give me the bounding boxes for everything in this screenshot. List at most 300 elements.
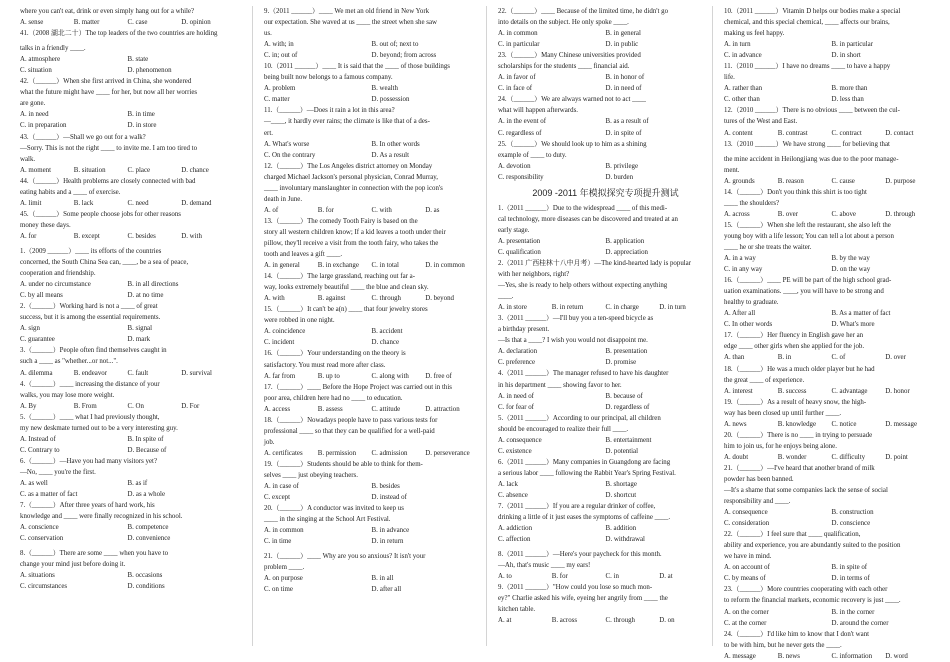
text-line: edge ____ other girls when she applied for the job. — [724, 343, 865, 351]
answer-options — [724, 352, 939, 363]
answer-option: A. with; in — [264, 41, 294, 49]
text-line: a birthday present. — [498, 326, 550, 334]
answer-option: C. in particular — [498, 41, 540, 49]
answer-option: B. presentation — [605, 348, 648, 356]
question-stem: 1.（2009 ______）____ its efforts of the countries — [20, 247, 162, 255]
answer-option: D. through — [885, 210, 916, 218]
question-stem: 4.（2011 ______）The manager refused to have his daughter — [498, 370, 669, 378]
answer-options — [264, 139, 479, 150]
answer-option: A. moment — [20, 166, 52, 174]
answer-option: D. What's more — [831, 321, 875, 329]
answer-option: B. addition — [605, 525, 637, 533]
answer-options — [264, 573, 479, 584]
answer-options — [724, 83, 939, 94]
text-line: chemical, and this special chemical, ____ affects our brains, — [724, 19, 890, 27]
answer-option: B. occasions — [127, 572, 163, 580]
answer-option: D. on — [659, 617, 675, 625]
question-stem: 10.（2011 ______）____ It is said that the ____ of those buildings — [264, 63, 450, 71]
answer-option: A. in turn — [724, 41, 751, 49]
text-line: walks, you may lose more weight. — [20, 391, 115, 399]
answer-option: C. Contrary to — [20, 446, 60, 454]
answer-option: C. information — [831, 652, 873, 660]
answer-option: C. by means of — [724, 575, 766, 583]
text-line: success, but it is among the essential requirements. — [20, 314, 161, 322]
text-line: satisfactory. You must read more after class. — [264, 361, 386, 369]
answer-option: B. in honor of — [605, 74, 645, 82]
answer-option: A. in common — [264, 527, 304, 535]
text-line: money these days. — [20, 221, 71, 229]
answer-options — [264, 371, 479, 382]
answer-option: C. preference — [498, 359, 536, 367]
question-stem: 18.（______）Nowadays people have to pass various tests for — [264, 416, 438, 424]
answer-option: A. in case of — [264, 483, 299, 491]
answer-option: D. at no time — [127, 292, 164, 300]
answer-options — [498, 236, 713, 247]
answer-option: B. accident — [371, 328, 403, 336]
answer-option: B. situation — [73, 166, 106, 174]
answer-option: B. permission — [317, 449, 357, 457]
question-stem: 22.（______）____ Because of the limited time, he didn't go — [498, 8, 669, 15]
answer-option: C. regardless of — [498, 129, 542, 137]
answer-option: C. affection — [498, 536, 531, 544]
answer-option: C. In other words — [724, 321, 773, 329]
answer-option: D. shortcut — [605, 491, 637, 499]
text-line: uation examinations. ____, you will have to be strong and — [724, 288, 884, 296]
answer-option: C. On — [127, 402, 144, 410]
answer-option: B. From — [73, 402, 97, 410]
text-line: ____ in the singing at the School Art Festival. — [264, 516, 391, 524]
question-stem: 6.（______）—Have you had many visitors yet? — [20, 457, 158, 465]
answer-options — [724, 308, 939, 319]
question-stem: 14.（______）Don't you think this shirt is too tight — [724, 188, 867, 196]
answer-option: D. honor — [885, 387, 910, 395]
answer-option: B. besides — [371, 483, 400, 491]
answer-option: D. opinion — [181, 19, 211, 27]
answer-option: B. in advance — [371, 527, 410, 535]
text-line: young boy with a life lesson; You can tell a lot about a person — [724, 232, 894, 240]
answer-option: D. in common — [425, 262, 465, 270]
text-line: ert. — [264, 129, 273, 137]
answer-option: D. burden — [605, 173, 634, 181]
answer-option: B. in all directions — [127, 281, 179, 289]
text-line: with her neighbors, right? — [498, 271, 570, 279]
answer-option: A. across — [724, 210, 750, 218]
answer-options — [724, 452, 939, 463]
answer-option: B. in exchange — [317, 262, 359, 270]
answer-options — [498, 402, 713, 413]
answer-option: D. appreciation — [605, 248, 648, 256]
answer-options — [498, 172, 713, 183]
answer-options — [264, 39, 479, 50]
answer-option: B. in particular — [831, 41, 874, 49]
question-stem: 19.（______）Students should be able to think for them- — [264, 460, 423, 468]
answer-options — [498, 534, 713, 545]
answer-options — [20, 570, 235, 581]
answer-option: D. free of — [425, 372, 452, 380]
text-line: ey?" Charlie asked his wife, eyeing her angrily from ____ the — [498, 595, 668, 603]
answer-options — [724, 386, 939, 397]
text-column-3 — [498, 6, 713, 652]
answer-option: D. chance — [371, 339, 400, 347]
answer-options — [724, 209, 939, 220]
text-column-1 — [20, 6, 235, 652]
answer-option: D. in turn — [659, 304, 686, 312]
answer-option: C. conservation — [20, 535, 64, 543]
answer-option: D. message — [885, 420, 918, 428]
answer-option: C. in; out of — [264, 52, 298, 60]
text-line: we have in mind. — [724, 553, 772, 561]
question-stem: 22.（______）I feel sure that ____ qualification, — [724, 531, 861, 539]
answer-option: C. cause — [831, 177, 855, 185]
answer-option: D. Because of — [127, 446, 167, 454]
answer-option: B. across — [551, 617, 578, 625]
question-stem: 44.（______）Health problems are closely connected with bad — [20, 177, 196, 185]
answer-option: D. contact — [885, 129, 914, 137]
answer-option: B. reason — [777, 177, 804, 185]
question-stem: 8.（2011 ______）—Here's your paycheck for this month. — [498, 551, 662, 559]
text-line: death in June. — [264, 195, 303, 203]
text-line: my new deskmate turned out to be a very interesting guy. — [20, 424, 178, 432]
answer-option: D. possession — [371, 96, 410, 104]
question-stem: 43.（______）—Shall we go out for a walk? — [20, 133, 146, 141]
answer-options — [264, 525, 479, 536]
answer-option: D. less than — [831, 96, 864, 104]
question-stem: 41.（2008 湖北二十）The top leaders of the two countries are holding — [20, 30, 218, 38]
answer-option: B. success — [777, 387, 807, 395]
answer-options — [20, 323, 235, 334]
answer-options — [498, 247, 713, 258]
answer-option: A. coincidence — [264, 328, 306, 336]
answer-option: B. except — [73, 232, 100, 240]
answer-option: B. in spite of — [831, 564, 868, 572]
answer-option: D. beyond — [425, 295, 454, 303]
answer-option: D. in spite of — [605, 129, 642, 137]
question-stem: 16.（______）Your understanding on the theory is — [264, 350, 406, 358]
answer-options — [724, 50, 939, 61]
text-line: knowledge and ____ were finally recognized in his school. — [20, 513, 183, 521]
question-stem: 42.（______）When she first arrived in China, she wondered — [20, 78, 192, 86]
answer-option: A. presentation — [498, 237, 541, 245]
text-line: —No, ____ you're the first. — [20, 468, 96, 476]
answer-option: B. for — [317, 206, 334, 214]
answer-option: D. after all — [371, 586, 402, 594]
text-line: scholarships for the students ____ financial aid. — [498, 63, 630, 71]
answer-option: C. in time — [264, 538, 292, 546]
question-stem: 16.（______）____ PE will be part of the high school grad- — [724, 277, 892, 285]
question-stem: 3.（2011 ______）—I'll buy you a ten-speed bicycle as — [498, 315, 654, 323]
answer-option: D. on the way — [831, 266, 871, 274]
answer-options — [498, 571, 713, 582]
text-line: professional ____ so that they can be qualified for a well-paid — [264, 427, 435, 435]
answer-option: D. in need of — [605, 85, 642, 93]
answer-option: C. attitude — [371, 405, 401, 413]
question-stem: 6.（2011 ______）Many companies in Guangdong are facing — [498, 458, 671, 466]
answer-option: C. circumstances — [20, 583, 68, 591]
question-stem: 21.（______）—I've heard that another brand of milk — [724, 464, 875, 472]
text-line: in his department ____ showing favor to her. — [498, 381, 622, 389]
answer-options — [498, 346, 713, 357]
answer-option: B. matter — [73, 19, 100, 27]
answer-options — [20, 54, 235, 65]
answer-option: A. rather than — [724, 85, 763, 93]
answer-options — [498, 128, 713, 139]
answer-options — [264, 83, 479, 94]
answer-option: C. notice — [831, 420, 857, 428]
answer-options — [20, 290, 235, 301]
answer-option: A. After all — [724, 310, 756, 318]
text-line: early stage. — [498, 226, 530, 234]
answer-option: D. in store — [127, 122, 157, 130]
answer-options — [264, 404, 479, 415]
answer-options — [264, 326, 479, 337]
answer-option: B. because of — [605, 392, 643, 400]
text-line: what the future might have ____ for her, but now all her worries — [20, 89, 198, 97]
question-stem: 15.（______）It can't be a(n) ____ that four jewelry stores — [264, 306, 428, 314]
question-stem: 20.（______）There is no ____ in trying to persuade — [724, 431, 873, 439]
answer-option: A. for — [20, 232, 37, 240]
answer-option: C. as a matter of fact — [20, 491, 78, 499]
answer-options — [724, 562, 939, 573]
answer-option: B. knowledge — [777, 420, 817, 428]
answer-option: D. potential — [605, 447, 639, 455]
answer-options — [20, 65, 235, 76]
answer-option: B. competence — [127, 524, 169, 532]
text-line: powder has been banned. — [724, 475, 794, 483]
question-stem: 11.（2010 ______）I have no dreams ____ to have a happy — [724, 63, 891, 71]
question-stem: 19.（______）As a result of heavy snow, the high- — [724, 398, 867, 406]
question-stem: 5.（2011 ______）According to our principal, all children — [498, 414, 661, 422]
answer-option: B. in all — [371, 575, 394, 583]
answer-option: A. content — [724, 129, 753, 137]
text-line: kitchen table. — [498, 606, 536, 614]
question-stem: 4.（______）____ increasing the distance of your — [20, 380, 160, 388]
text-line: making us feel happy. — [724, 30, 785, 38]
answer-options — [264, 205, 479, 216]
question-stem: 18.（______）He was a much older player but he had — [724, 365, 875, 373]
answer-option: B. privilege — [605, 162, 639, 170]
answer-option: D. chance — [181, 166, 209, 174]
answer-option: B. wonder — [777, 453, 807, 461]
answer-option: A. By — [20, 402, 37, 410]
question-stem: 24.（______）We are always warned not to act ____ — [498, 96, 646, 104]
answer-option: C. for fear of — [498, 403, 534, 411]
answer-option: C. other than — [724, 96, 760, 104]
answer-option: C. through — [371, 295, 401, 303]
answer-option: A. in general — [264, 262, 300, 270]
answer-options — [264, 337, 479, 348]
answer-options — [498, 83, 713, 94]
answer-option: A. in favor of — [498, 74, 536, 82]
answer-option: A. grounds — [724, 177, 755, 185]
answer-options — [20, 581, 235, 592]
answer-option: C. above — [831, 210, 856, 218]
answer-option: D. at — [659, 573, 673, 581]
answer-option: B. as if — [127, 479, 148, 487]
answer-option: C. case — [127, 19, 148, 27]
answer-option: C. On the contrary — [264, 151, 316, 159]
text-line: ment. — [724, 166, 740, 174]
question-stem: 15.（______）When she left the restaurant, she also left the — [724, 221, 891, 229]
answer-option: B. construction — [831, 509, 874, 517]
answer-option: A. in need of — [498, 392, 534, 400]
answer-option: D. beyond; from across — [371, 52, 437, 60]
answer-option: A. access — [264, 405, 291, 413]
answer-option: C. existence — [498, 447, 532, 455]
question-stem: 14.（______）The large grassland, reaching out far a- — [264, 273, 416, 281]
answer-options — [498, 490, 713, 501]
answer-option: A. with — [264, 295, 285, 303]
answer-option: C. place — [127, 166, 151, 174]
answer-option: A. addiction — [498, 525, 533, 533]
answer-option: A. Instead of — [20, 435, 56, 443]
answer-options — [498, 435, 713, 446]
question-stem: 10.（2011 ______）Vitamin D helps our bodies make a special — [724, 8, 901, 15]
question-stem: 7.（2011 ______）If you are a regular drinker of coffee, — [498, 503, 656, 511]
answer-option: C. with — [371, 206, 392, 214]
text-line: the mine accident in Heilongjiang was due to the poor manage- — [724, 155, 899, 163]
answer-option: C. matter — [264, 96, 290, 104]
answer-options — [264, 536, 479, 547]
answer-option: A. in the event of — [498, 118, 547, 126]
answer-option: C. besides — [127, 232, 156, 240]
answer-option: D. over — [885, 354, 906, 362]
question-stem: 12.（2010 ______）There is no obvious ____ between the cul- — [724, 107, 900, 115]
answer-option: D. attraction — [425, 405, 460, 413]
answer-option: A. dilemma — [20, 369, 53, 377]
answer-option: B. by the way — [831, 255, 870, 263]
question-stem: 24.（______）I'd like him to know that I don't want — [724, 630, 870, 638]
text-line: cooperation and friendship. — [20, 270, 96, 278]
text-line: eating habits and a ____ of exercise. — [20, 188, 121, 196]
answer-option: A. in a way — [724, 255, 756, 263]
answer-option: B. over — [777, 210, 799, 218]
answer-options — [724, 518, 939, 529]
question-stem: 11.（______）—Does it rain a lot in this area? — [264, 107, 395, 115]
answer-option: D. as a whole — [127, 491, 166, 499]
text-line: —Sorry. This is not the right ____ to invite me. I am too tired to — [20, 144, 198, 152]
answer-option: C. absence — [498, 491, 528, 499]
answer-options — [724, 39, 939, 50]
answer-option: D. word — [885, 652, 908, 660]
answer-options — [264, 448, 479, 459]
question-stem: 9.（2011 ______）"How could you lose so much mon- — [498, 584, 653, 592]
text-line: —It's a shame that some companies lack the sense of social — [724, 487, 888, 495]
answer-options — [20, 401, 235, 412]
text-line: —____, it hardly ever rains; the climate is like that of a des- — [264, 118, 430, 126]
answer-option: C. admission — [371, 449, 408, 457]
answer-options — [20, 109, 235, 120]
answer-option: A. in need — [20, 111, 49, 119]
answer-option: C. by all means — [20, 292, 63, 300]
answer-options — [264, 150, 479, 161]
text-line: were robbed in one night. — [264, 317, 335, 325]
text-column-4 — [724, 6, 939, 660]
text-line: being built now belongs to a famous company. — [264, 74, 393, 82]
answer-option: C. in advance — [724, 52, 762, 60]
answer-option: C. responsibility — [498, 173, 544, 181]
text-line: what will happen afterwards. — [498, 107, 578, 115]
answer-option: A. sense — [20, 19, 44, 27]
text-line: healthy to graduate. — [724, 299, 779, 307]
answer-options — [20, 533, 235, 544]
answer-option: A. of — [264, 206, 279, 214]
answer-options — [724, 573, 939, 584]
text-line: ____. — [498, 293, 514, 301]
text-line: job. — [264, 438, 275, 446]
answer-options — [264, 293, 479, 304]
answer-option: A. atmosphere — [20, 56, 61, 64]
answer-option: A. on account of — [724, 564, 770, 572]
text-line: way has been closed up until further ____. — [724, 409, 842, 417]
answer-option: B. shortage — [605, 480, 637, 488]
answer-option: D. instead of — [371, 494, 407, 502]
text-line: —Is that a ____? I wish you would not disappoint me. — [498, 337, 648, 345]
answer-option: A. on the corner — [724, 608, 769, 616]
text-line: ____ involuntary manslaughter in connection with the pop icon's — [264, 184, 443, 192]
text-line: problem ____. — [264, 564, 305, 572]
answer-option: A. declaration — [498, 348, 538, 356]
answer-option: D. conscience — [831, 520, 871, 528]
answer-option: B. in — [777, 354, 792, 362]
question-stem: 2.（______）Working hard is not a ____ of great — [20, 303, 158, 311]
answer-options — [20, 522, 235, 533]
answer-option: B. lack — [73, 199, 94, 207]
question-stem: 2.（2011 广西桂林十八中月考）—The kind-hearted lady is popular — [498, 259, 692, 267]
text-line: to be with him, but he never gets the ____. — [724, 641, 842, 649]
answer-option: B. as a result of — [605, 118, 649, 126]
answer-option: C. contract — [831, 129, 862, 137]
answer-options — [264, 260, 479, 271]
question-stem: 9.（2011 ______）____ We met an old friend in New York — [264, 8, 430, 15]
answer-option: B. contrast — [777, 129, 808, 137]
answer-option: D. in return — [371, 538, 404, 546]
answer-options — [20, 368, 235, 379]
answer-options — [498, 161, 713, 172]
answer-option: C. consideration — [724, 520, 770, 528]
answer-options — [724, 94, 939, 105]
answer-option: D. in terms of — [831, 575, 870, 583]
answer-options — [498, 615, 713, 626]
text-line: —Yes, she is ready to help others without expecting anything — [498, 282, 668, 290]
question-stem: 13.（2010 ______）We have strong ____ for believing that — [724, 140, 890, 148]
answer-option: C. fault — [127, 369, 149, 377]
answer-option: D. mark — [127, 336, 151, 344]
answer-option: C. on time — [264, 586, 293, 594]
answer-option: B. endeavor — [73, 369, 108, 377]
answer-option: B. up to — [317, 372, 340, 380]
answer-options — [724, 176, 939, 187]
answer-option: B. in general — [605, 30, 641, 38]
question-stem: 45.（______）Some people choose jobs for other reasons — [20, 210, 181, 218]
text-line: talks in a friendly ____. — [20, 45, 86, 53]
text-line: should be encouraged to realize their full ____. — [498, 425, 629, 433]
answer-options — [264, 481, 479, 492]
answer-options — [724, 253, 939, 264]
answer-option: A. limit — [20, 199, 42, 207]
answer-option: D. around the corner — [831, 619, 889, 627]
section-heading: 2009 -2011 年模拟探究专项提升测试 — [532, 187, 679, 198]
answer-options — [20, 231, 235, 242]
column-divider — [252, 6, 253, 646]
answer-options — [498, 357, 713, 368]
answer-options — [498, 446, 713, 457]
text-line: pillow, they'll receive a visit from the tooth fairy, who takes the — [264, 239, 439, 247]
text-line: into details on the subject. He only spoke ____. — [498, 19, 629, 27]
answer-options — [264, 50, 479, 61]
answer-option: C. situation — [20, 67, 52, 75]
answer-option: C. in any way — [724, 266, 763, 274]
answer-option: B. entertainment — [605, 436, 652, 444]
